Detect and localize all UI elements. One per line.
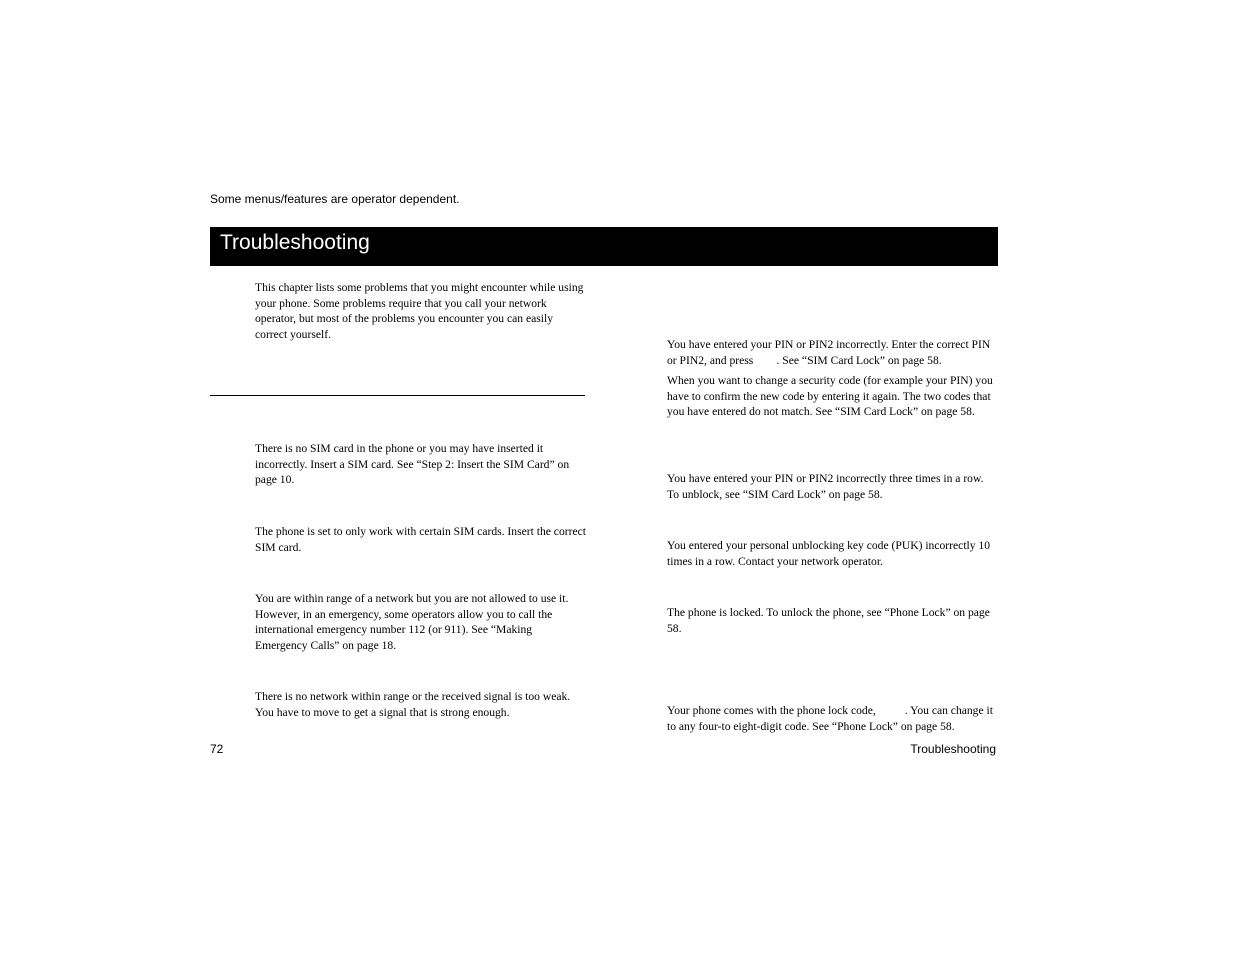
right-item-text: You entered your personal unblocking key code (PUK) incorrectly 10 times in a row. Contact your network operator. xyxy=(667,539,991,568)
right-item-text: When you want to change a security code (for example your PIN) you have to confirm the new code by entering it again. The two codes that you have entered do not match. See “SIM Card Lock” on page 58. xyxy=(667,374,993,419)
left-item-text: The phone is set to only work with certain SIM cards. Insert the correct SIM card. xyxy=(255,525,586,554)
header-note: Some menus/features are operator dependent. xyxy=(210,192,460,206)
left-item-text: You are within range of a network but you are not allowed to use it. However, in an emergency, some operators allow you to call the international emergency number 112 (or 911). See “Making Emergency Calls” on page 18. xyxy=(255,592,569,652)
right-item-4 xyxy=(667,538,997,569)
page-number: 72 xyxy=(210,742,224,756)
left-item-3 xyxy=(255,591,587,653)
right-item-text: You have entered your PIN or PIN2 incorrectly. Enter the correct PIN or PIN2, and press . See “SIM Card Lock” on page 58. xyxy=(667,338,994,367)
left-item-text: There is no SIM card in the phone or you may have inserted it incorrectly. Insert a SIM card. See “Step 2: Insert the SIM Card” on page 10. xyxy=(255,442,570,487)
left-item-1 xyxy=(255,441,587,488)
intro-paragraph xyxy=(255,280,587,342)
right-item-text: The phone is locked. To unlock the phone, see “Phone Lock” on page 58. xyxy=(667,606,990,635)
right-item-6 xyxy=(667,672,997,750)
left-item-text: There is no network within range or the received signal is too weak. You have to move to get a signal that is strong enough. xyxy=(255,690,571,719)
right-item-text: You have entered your PIN or PIN2 incorrectly three times in a row. To unblock, see “SIM Card Lock” on page 58. xyxy=(667,472,984,501)
right-item-text: Your phone comes with the phone lock code, . You can change it to any four-to eight-digit code. See “Phone Lock” on page 58. xyxy=(667,704,996,733)
section-title: Troubleshooting xyxy=(220,231,370,254)
footer-section-name: Troubleshooting xyxy=(910,742,996,756)
left-item-2 xyxy=(255,524,587,555)
divider-rule xyxy=(210,395,585,396)
section-title-banner xyxy=(210,227,998,266)
right-item-3 xyxy=(667,471,997,502)
intro-text: This chapter lists some problems that you might encounter while using your phone. Some problems require that you call your network operator, but most of the problems you encounter you can easily correct yourself. xyxy=(255,281,584,341)
right-item-5 xyxy=(667,605,997,636)
right-item-2 xyxy=(667,373,997,420)
left-item-4 xyxy=(255,689,587,720)
